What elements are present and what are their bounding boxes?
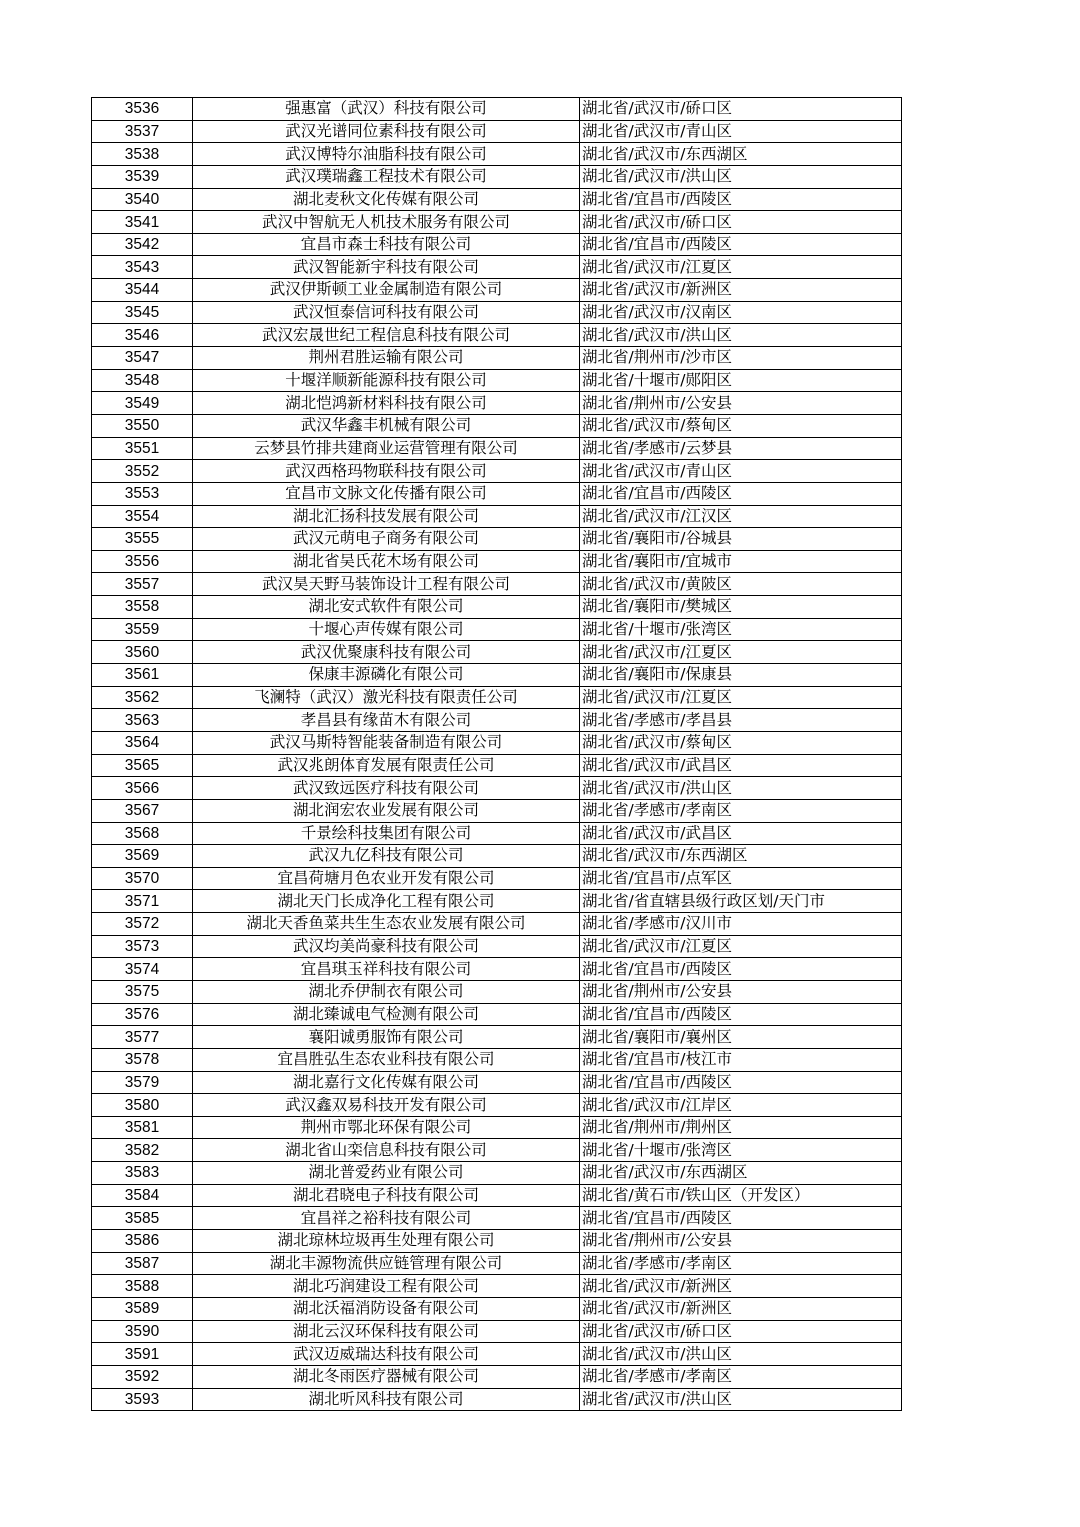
company-name-cell: 湖北汇扬科技发展有限公司 <box>193 505 580 528</box>
row-number-cell: 3567 <box>92 799 193 822</box>
region-cell: 湖北省/孝感市/汉川市 <box>580 913 902 936</box>
table-row <box>92 1207 902 1230</box>
company-name-cell: 云梦县竹排共建商业运营管理有限公司 <box>193 437 580 460</box>
table-row <box>92 980 902 1003</box>
row-number-cell: 3573 <box>92 935 193 958</box>
company-name-cell: 孝昌县有缘苗木有限公司 <box>193 709 580 732</box>
table-row <box>92 528 902 551</box>
region-cell: 湖北省/宜昌市/西陵区 <box>580 188 902 211</box>
company-name-cell: 湖北天门长成净化工程有限公司 <box>193 890 580 913</box>
row-number-cell: 3572 <box>92 913 193 936</box>
row-number-cell: 3542 <box>92 233 193 256</box>
table-row <box>92 958 902 981</box>
table-row <box>92 482 902 505</box>
row-number-cell: 3592 <box>92 1365 193 1388</box>
table-row <box>92 664 902 687</box>
region-cell: 湖北省/武汉市/江夏区 <box>580 935 902 958</box>
row-number-cell: 3590 <box>92 1320 193 1343</box>
region-cell: 湖北省/十堰市/张湾区 <box>580 618 902 641</box>
company-name-cell: 武汉鑫双易科技开发有限公司 <box>193 1094 580 1117</box>
row-number-cell: 3543 <box>92 256 193 279</box>
company-name-cell: 湖北麦秋文化传媒有限公司 <box>193 188 580 211</box>
row-number-cell: 3574 <box>92 958 193 981</box>
row-number-cell: 3551 <box>92 437 193 460</box>
region-cell: 湖北省/宜昌市/西陵区 <box>580 1071 902 1094</box>
company-table <box>91 97 902 1411</box>
region-cell: 湖北省/武汉市/洪山区 <box>580 324 902 347</box>
company-name-cell: 武汉璞瑞鑫工程技术有限公司 <box>193 165 580 188</box>
company-name-cell: 保康丰源磷化有限公司 <box>193 664 580 687</box>
company-name-cell: 湖北安式软件有限公司 <box>193 596 580 619</box>
company-name-cell: 湖北省吴氏花木场有限公司 <box>193 550 580 573</box>
region-cell: 湖北省/襄阳市/保康县 <box>580 664 902 687</box>
company-name-cell: 十堰洋顺新能源科技有限公司 <box>193 369 580 392</box>
row-number-cell: 3555 <box>92 528 193 551</box>
table-row <box>92 935 902 958</box>
table-row <box>92 120 902 143</box>
region-cell: 湖北省/省直辖县级行政区划/天门市 <box>580 890 902 913</box>
row-number-cell: 3546 <box>92 324 193 347</box>
region-cell: 湖北省/武汉市/硚口区 <box>580 98 902 121</box>
table-row <box>92 799 902 822</box>
company-name-cell: 武汉马斯特智能装备制造有限公司 <box>193 731 580 754</box>
company-name-cell: 武汉智能新宇科技有限公司 <box>193 256 580 279</box>
row-number-cell: 3589 <box>92 1297 193 1320</box>
row-number-cell: 3591 <box>92 1343 193 1366</box>
company-name-cell: 武汉西格玛物联科技有限公司 <box>193 460 580 483</box>
table-row <box>92 505 902 528</box>
table-row <box>92 596 902 619</box>
table-row <box>92 233 902 256</box>
region-cell: 湖北省/武汉市/洪山区 <box>580 1343 902 1366</box>
region-cell: 湖北省/孝感市/云梦县 <box>580 437 902 460</box>
region-cell: 湖北省/武汉市/江汉区 <box>580 505 902 528</box>
table-row <box>92 1162 902 1185</box>
row-number-cell: 3584 <box>92 1184 193 1207</box>
company-name-cell: 湖北乔伊制衣有限公司 <box>193 980 580 1003</box>
company-name-cell: 湖北君晓电子科技有限公司 <box>193 1184 580 1207</box>
region-cell: 湖北省/宜昌市/西陵区 <box>580 958 902 981</box>
table-row <box>92 731 902 754</box>
company-name-cell: 武汉中智航无人机技术服务有限公司 <box>193 211 580 234</box>
row-number-cell: 3559 <box>92 618 193 641</box>
table-row <box>92 1365 902 1388</box>
table-row <box>92 1297 902 1320</box>
row-number-cell: 3538 <box>92 143 193 166</box>
company-table-body <box>92 98 902 1411</box>
row-number-cell: 3539 <box>92 165 193 188</box>
company-name-cell: 武汉恒泰信诃科技有限公司 <box>193 301 580 324</box>
company-name-cell: 武汉伊斯顿工业金属制造有限公司 <box>193 279 580 302</box>
row-number-cell: 3575 <box>92 980 193 1003</box>
region-cell: 湖北省/宜昌市/西陵区 <box>580 1207 902 1230</box>
row-number-cell: 3563 <box>92 709 193 732</box>
row-number-cell: 3578 <box>92 1048 193 1071</box>
row-number-cell: 3560 <box>92 641 193 664</box>
region-cell: 湖北省/武汉市/硚口区 <box>580 211 902 234</box>
region-cell: 湖北省/孝感市/孝南区 <box>580 1365 902 1388</box>
company-name-cell: 武汉九亿科技有限公司 <box>193 845 580 868</box>
region-cell: 湖北省/武汉市/黄陂区 <box>580 573 902 596</box>
row-number-cell: 3556 <box>92 550 193 573</box>
company-name-cell: 十堰心声传媒有限公司 <box>193 618 580 641</box>
table-row <box>92 460 902 483</box>
table-row <box>92 1026 902 1049</box>
row-number-cell: 3544 <box>92 279 193 302</box>
row-number-cell: 3581 <box>92 1116 193 1139</box>
region-cell: 湖北省/武汉市/武昌区 <box>580 754 902 777</box>
company-name-cell: 武汉优聚康科技有限公司 <box>193 641 580 664</box>
region-cell: 湖北省/武汉市/洪山区 <box>580 1388 902 1411</box>
company-name-cell: 湖北云汉环保科技有限公司 <box>193 1320 580 1343</box>
table-row <box>92 369 902 392</box>
company-name-cell: 湖北臻诚电气检测有限公司 <box>193 1003 580 1026</box>
row-number-cell: 3550 <box>92 414 193 437</box>
table-row <box>92 1388 902 1411</box>
region-cell: 湖北省/武汉市/江岸区 <box>580 1094 902 1117</box>
region-cell: 湖北省/襄阳市/樊城区 <box>580 596 902 619</box>
region-cell: 湖北省/襄阳市/宜城市 <box>580 550 902 573</box>
region-cell: 湖北省/孝感市/孝南区 <box>580 799 902 822</box>
row-number-cell: 3577 <box>92 1026 193 1049</box>
region-cell: 湖北省/武汉市/洪山区 <box>580 777 902 800</box>
company-name-cell: 宜昌祥之裕科技有限公司 <box>193 1207 580 1230</box>
company-name-cell: 武汉均美尚豪科技有限公司 <box>193 935 580 958</box>
company-name-cell: 荆州市鄂北环保有限公司 <box>193 1116 580 1139</box>
company-name-cell: 襄阳诚勇服饰有限公司 <box>193 1026 580 1049</box>
region-cell: 湖北省/武汉市/新洲区 <box>580 1275 902 1298</box>
region-cell: 湖北省/武汉市/东西湖区 <box>580 143 902 166</box>
table-row <box>92 1139 902 1162</box>
company-name-cell: 湖北听风科技有限公司 <box>193 1388 580 1411</box>
table-row <box>92 165 902 188</box>
company-name-cell: 武汉昊天野马装饰设计工程有限公司 <box>193 573 580 596</box>
row-number-cell: 3582 <box>92 1139 193 1162</box>
table-row <box>92 1071 902 1094</box>
table-row <box>92 1003 902 1026</box>
table-row <box>92 686 902 709</box>
region-cell: 湖北省/宜昌市/西陵区 <box>580 233 902 256</box>
table-row <box>92 301 902 324</box>
row-number-cell: 3549 <box>92 392 193 415</box>
company-name-cell: 湖北普爱药业有限公司 <box>193 1162 580 1185</box>
region-cell: 湖北省/孝感市/孝南区 <box>580 1252 902 1275</box>
region-cell: 湖北省/武汉市/武昌区 <box>580 822 902 845</box>
table-row <box>92 867 902 890</box>
row-number-cell: 3568 <box>92 822 193 845</box>
region-cell: 湖北省/荆州市/荆州区 <box>580 1116 902 1139</box>
company-name-cell: 武汉兆朗体育发展有限责任公司 <box>193 754 580 777</box>
table-row <box>92 1116 902 1139</box>
row-number-cell: 3580 <box>92 1094 193 1117</box>
region-cell: 湖北省/荆州市/公安县 <box>580 1230 902 1253</box>
region-cell: 湖北省/十堰市/郧阳区 <box>580 369 902 392</box>
region-cell: 湖北省/武汉市/新洲区 <box>580 1297 902 1320</box>
row-number-cell: 3548 <box>92 369 193 392</box>
region-cell: 湖北省/武汉市/江夏区 <box>580 256 902 279</box>
row-number-cell: 3588 <box>92 1275 193 1298</box>
company-name-cell: 宜昌市森士科技有限公司 <box>193 233 580 256</box>
table-row <box>92 550 902 573</box>
table-row <box>92 437 902 460</box>
row-number-cell: 3557 <box>92 573 193 596</box>
company-name-cell: 湖北冬雨医疗器械有限公司 <box>193 1365 580 1388</box>
company-name-cell: 武汉华鑫丰机械有限公司 <box>193 414 580 437</box>
company-name-cell: 湖北丰源物流供应链管理有限公司 <box>193 1252 580 1275</box>
row-number-cell: 3565 <box>92 754 193 777</box>
row-number-cell: 3545 <box>92 301 193 324</box>
table-row <box>92 279 902 302</box>
table-row <box>92 754 902 777</box>
table-row <box>92 1252 902 1275</box>
table-row <box>92 913 902 936</box>
company-name-cell: 湖北巧润建设工程有限公司 <box>193 1275 580 1298</box>
company-name-cell: 湖北天香鱼菜共生生态农业发展有限公司 <box>193 913 580 936</box>
company-name-cell: 强惠富（武汉）科技有限公司 <box>193 98 580 121</box>
company-name-cell: 武汉迈威瑞达科技有限公司 <box>193 1343 580 1366</box>
row-number-cell: 3553 <box>92 482 193 505</box>
company-name-cell: 湖北润宏农业发展有限公司 <box>193 799 580 822</box>
row-number-cell: 3554 <box>92 505 193 528</box>
company-name-cell: 武汉博特尔油脂科技有限公司 <box>193 143 580 166</box>
region-cell: 湖北省/襄阳市/襄州区 <box>580 1026 902 1049</box>
region-cell: 湖北省/武汉市/蔡甸区 <box>580 414 902 437</box>
region-cell: 湖北省/武汉市/江夏区 <box>580 686 902 709</box>
row-number-cell: 3562 <box>92 686 193 709</box>
table-row <box>92 890 902 913</box>
company-name-cell: 湖北琼林垃圾再生处理有限公司 <box>193 1230 580 1253</box>
row-number-cell: 3579 <box>92 1071 193 1094</box>
row-number-cell: 3541 <box>92 211 193 234</box>
row-number-cell: 3570 <box>92 867 193 890</box>
region-cell: 湖北省/黄石市/铁山区（开发区） <box>580 1184 902 1207</box>
region-cell: 湖北省/宜昌市/西陵区 <box>580 1003 902 1026</box>
table-row <box>92 188 902 211</box>
table-row <box>92 641 902 664</box>
row-number-cell: 3583 <box>92 1162 193 1185</box>
company-name-cell: 湖北沃福消防设备有限公司 <box>193 1297 580 1320</box>
table-row <box>92 1184 902 1207</box>
table-row <box>92 414 902 437</box>
table-row <box>92 256 902 279</box>
company-name-cell: 武汉元萌电子商务有限公司 <box>193 528 580 551</box>
region-cell: 湖北省/荆州市/公安县 <box>580 980 902 1003</box>
region-cell: 湖北省/武汉市/青山区 <box>580 460 902 483</box>
company-name-cell: 湖北省山栾信息科技有限公司 <box>193 1139 580 1162</box>
table-row <box>92 211 902 234</box>
row-number-cell: 3587 <box>92 1252 193 1275</box>
table-row <box>92 777 902 800</box>
table-row <box>92 573 902 596</box>
company-name-cell: 武汉致远医疗科技有限公司 <box>193 777 580 800</box>
row-number-cell: 3566 <box>92 777 193 800</box>
company-name-cell: 湖北嘉行文化传媒有限公司 <box>193 1071 580 1094</box>
company-name-cell: 宜昌荷塘月色农业开发有限公司 <box>193 867 580 890</box>
table-row <box>92 845 902 868</box>
company-name-cell: 武汉光谱同位素科技有限公司 <box>193 120 580 143</box>
row-number-cell: 3540 <box>92 188 193 211</box>
company-name-cell: 千景绘科技集团有限公司 <box>193 822 580 845</box>
region-cell: 湖北省/荆州市/公安县 <box>580 392 902 415</box>
region-cell: 湖北省/宜昌市/西陵区 <box>580 482 902 505</box>
row-number-cell: 3558 <box>92 596 193 619</box>
region-cell: 湖北省/武汉市/洪山区 <box>580 165 902 188</box>
region-cell: 湖北省/孝感市/孝昌县 <box>580 709 902 732</box>
company-name-cell: 湖北恺鸿新材料科技有限公司 <box>193 392 580 415</box>
region-cell: 湖北省/武汉市/东西湖区 <box>580 845 902 868</box>
region-cell: 湖北省/武汉市/硚口区 <box>580 1320 902 1343</box>
company-name-cell: 飞澜特（武汉）激光科技有限责任公司 <box>193 686 580 709</box>
table-row <box>92 1048 902 1071</box>
region-cell: 湖北省/武汉市/江夏区 <box>580 641 902 664</box>
company-name-cell: 宜昌琪玉祥科技有限公司 <box>193 958 580 981</box>
table-row <box>92 347 902 370</box>
row-number-cell: 3547 <box>92 347 193 370</box>
table-row <box>92 98 902 121</box>
row-number-cell: 3561 <box>92 664 193 687</box>
table-row <box>92 1343 902 1366</box>
table-row <box>92 324 902 347</box>
company-name-cell: 宜昌市文脉文化传播有限公司 <box>193 482 580 505</box>
row-number-cell: 3537 <box>92 120 193 143</box>
table-row <box>92 1230 902 1253</box>
table-row <box>92 822 902 845</box>
row-number-cell: 3593 <box>92 1388 193 1411</box>
company-name-cell: 荆州君胜运输有限公司 <box>193 347 580 370</box>
region-cell: 湖北省/襄阳市/谷城县 <box>580 528 902 551</box>
table-row <box>92 392 902 415</box>
table-row <box>92 1094 902 1117</box>
company-name-cell: 武汉宏晟世纪工程信息科技有限公司 <box>193 324 580 347</box>
row-number-cell: 3564 <box>92 731 193 754</box>
company-name-cell: 宜昌胜弘生态农业科技有限公司 <box>193 1048 580 1071</box>
region-cell: 湖北省/十堰市/张湾区 <box>580 1139 902 1162</box>
row-number-cell: 3586 <box>92 1230 193 1253</box>
row-number-cell: 3571 <box>92 890 193 913</box>
table-row <box>92 1320 902 1343</box>
table-row <box>92 1275 902 1298</box>
row-number-cell: 3552 <box>92 460 193 483</box>
table-row <box>92 709 902 732</box>
row-number-cell: 3536 <box>92 98 193 121</box>
region-cell: 湖北省/荆州市/沙市区 <box>580 347 902 370</box>
region-cell: 湖北省/武汉市/青山区 <box>580 120 902 143</box>
table-row <box>92 618 902 641</box>
region-cell: 湖北省/宜昌市/枝江市 <box>580 1048 902 1071</box>
row-number-cell: 3585 <box>92 1207 193 1230</box>
row-number-cell: 3569 <box>92 845 193 868</box>
region-cell: 湖北省/宜昌市/点军区 <box>580 867 902 890</box>
region-cell: 湖北省/武汉市/汉南区 <box>580 301 902 324</box>
region-cell: 湖北省/武汉市/东西湖区 <box>580 1162 902 1185</box>
row-number-cell: 3576 <box>92 1003 193 1026</box>
region-cell: 湖北省/武汉市/蔡甸区 <box>580 731 902 754</box>
region-cell: 湖北省/武汉市/新洲区 <box>580 279 902 302</box>
table-row <box>92 143 902 166</box>
